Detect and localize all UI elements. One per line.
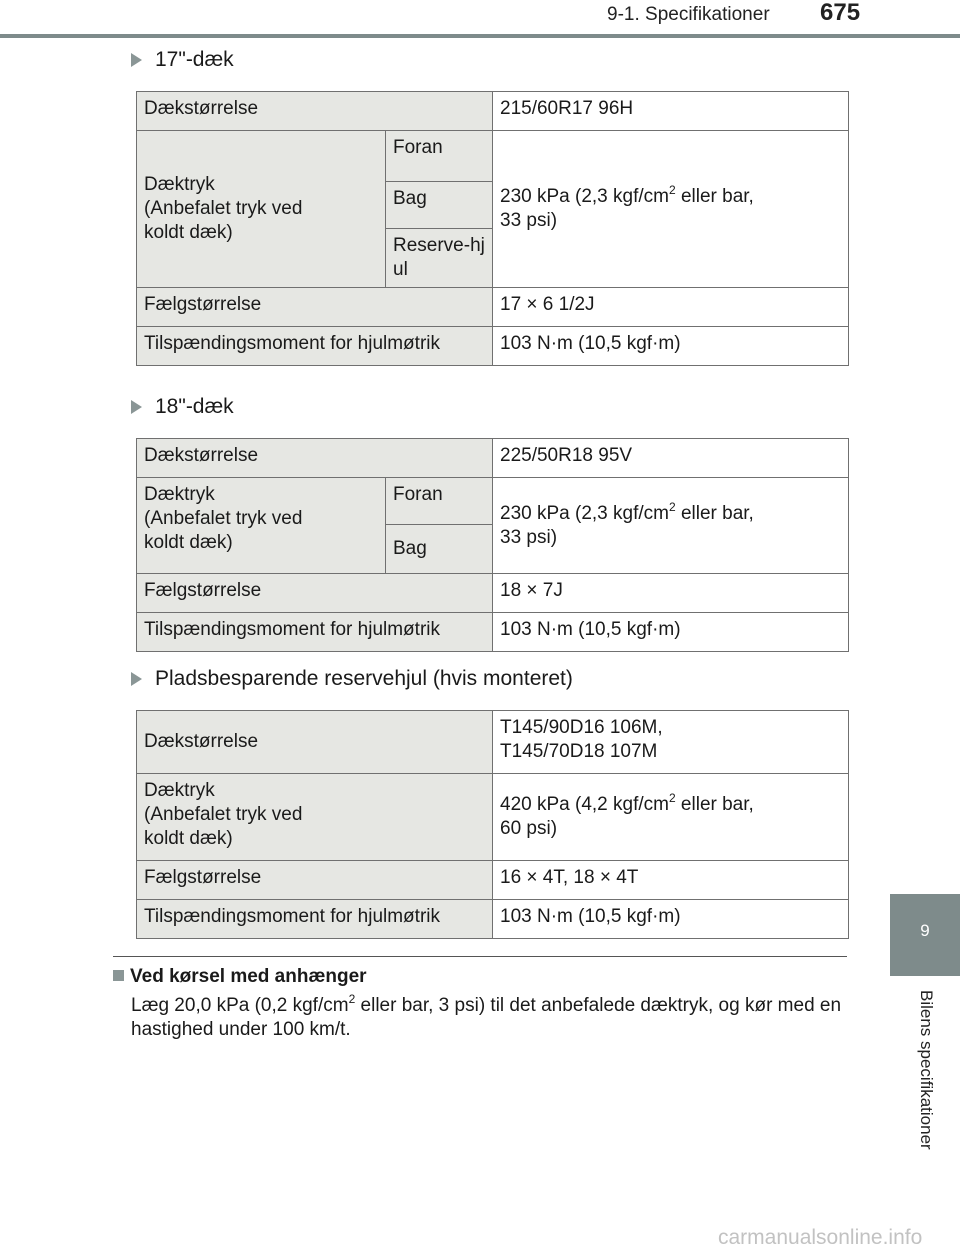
section-heading-text: 18"-dæk [155,395,234,418]
pressure-sub-front: Foran [386,131,493,182]
pressure-sub-rear: Bag [386,182,493,229]
pressure-value: 420 kPa (4,2 kgf/$cm^2$ eller bar, 60 psi) [493,774,849,861]
pressure-sub-front: Foran [386,478,493,525]
section-title: 9-1. Specifikationer [607,4,770,25]
spec-table-17 [136,91,849,366]
pressure-value: 230 kPa (2,3 kgf/$cm^2$ eller bar, 33 psi) [493,131,849,288]
rim-value: 18 × 7J [493,574,849,613]
note-heading-text: Ved kørsel med anhænger [130,966,367,987]
torque-value: 103 N·m (10,5 kgf·m) [493,327,849,366]
rim-label: Fælgstørrelse [137,288,493,327]
table-row [137,131,849,182]
table-row [137,711,849,774]
section-heading-spare [131,667,573,691]
rim-value: 17 × 6 1/2J [493,288,849,327]
section-heading-18 [131,395,234,419]
tire-size-value: 225/50R18 95V [493,439,849,478]
spec-table-spare [136,710,849,939]
table-row [137,439,849,478]
note-heading [113,966,367,988]
torque-label: Tilspændingsmoment for hjulmøtrik [137,613,493,652]
section-heading-text: 17"-dæk [155,48,234,71]
torque-label: Tilspændingsmoment for hjulmøtrik [137,327,493,366]
watermark: carmanualsonline.info [718,1226,923,1249]
section-heading-text: Pladsbesparende reservehjul (hvis monteret) [155,667,573,690]
page-number: 675 [820,0,861,26]
note-body: Læg 20,0 kPa (0,2 kgf/$cm^2$ eller bar, 3 psi) til det anbefalede dæktryk, og kør med en hastighed under 100 km/t. [131,992,842,1040]
triangle-bullet-icon [131,53,142,67]
tire-size-label: Dækstørrelse [137,92,493,131]
torque-value: 103 N·m (10,5 kgf·m) [493,900,849,939]
section-heading-17 [131,48,234,72]
rim-label: Fælgstørrelse [137,861,493,900]
chapter-tab [890,894,960,976]
chapter-number: 9 [920,921,930,940]
tire-size-value: 215/60R17 96H [493,92,849,131]
tire-size-value: T145/90D16 106M, T145/70D18 107M [493,711,849,774]
table-row [137,288,849,327]
pressure-sub-spare: Reserve-hjul [386,229,493,288]
tire-size-label: Dækstørrelse [137,439,493,478]
rim-label: Fælgstørrelse [137,574,493,613]
pressure-sub-rear: Bag [386,525,493,574]
torque-label: Tilspændingsmoment for hjulmøtrik [137,900,493,939]
rim-value: 16 × 4T, 18 × 4T [493,861,849,900]
table-row [137,574,849,613]
table-row [137,861,849,900]
table-row [137,774,849,861]
pressure-label: Dæktryk (Anbefalet tryk ved koldt dæk) [137,774,493,861]
table-row [137,613,849,652]
square-bullet-icon [113,970,124,981]
table-row [137,92,849,131]
spec-table-18 [136,438,849,652]
torque-value: 103 N·m (10,5 kgf·m) [493,613,849,652]
pressure-label: Dæktryk (Anbefalet tryk ved koldt dæk) [137,131,386,288]
header-rule [0,34,960,38]
triangle-bullet-icon [131,400,142,414]
pressure-label: Dæktryk (Anbefalet tryk ved koldt dæk) [137,478,386,574]
table-row [137,327,849,366]
chapter-label: Bilens specifikationer [917,990,936,1150]
note-divider [113,956,847,957]
table-row [137,478,849,525]
tire-size-label: Dækstørrelse [137,711,493,774]
pressure-value: 230 kPa (2,3 kgf/$cm^2$ eller bar, 33 psi) [493,478,849,574]
triangle-bullet-icon [131,672,142,686]
table-row [137,900,849,939]
